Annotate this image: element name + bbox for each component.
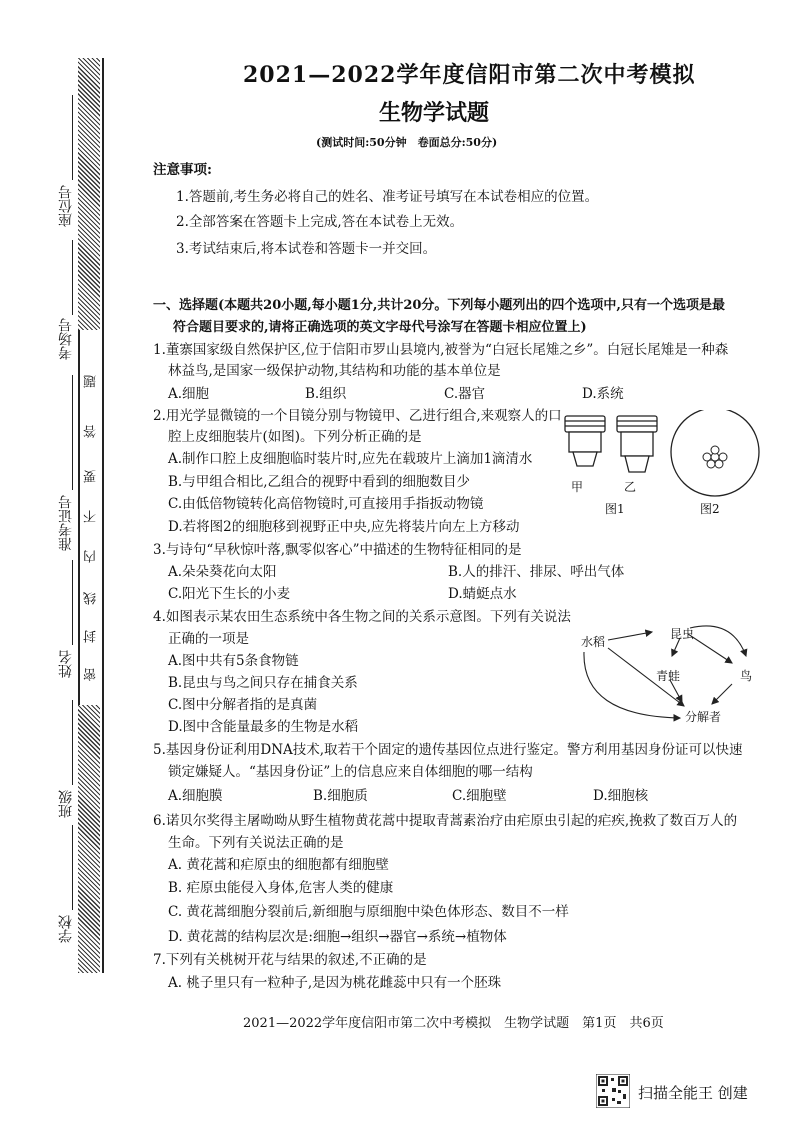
question-2-stem: 2.用光学显微镜的一个目镜分别与物镜甲、乙进行组合,来观察人的口 bbox=[153, 408, 562, 424]
name-label: 姓名 bbox=[58, 650, 74, 678]
seal-char: 线 bbox=[84, 592, 99, 605]
field-of-view-icon bbox=[671, 410, 759, 496]
question-1-option-a: A.细胞 bbox=[168, 386, 210, 402]
question-6-option-a: A. 黄花蒿和疟原虫的细胞都有细胞壁 bbox=[168, 857, 389, 873]
arrow-rice-insect bbox=[608, 632, 652, 640]
subject-title: 生物学试题 bbox=[379, 100, 490, 126]
question-6-option-b: B. 疟原虫能侵入身体,危害人类的健康 bbox=[168, 880, 394, 896]
seal-text bbox=[78, 330, 100, 705]
food-web-insect: 昆虫 bbox=[670, 627, 695, 641]
question-6-stem-cont: 生命。下列有关说法正确的是 bbox=[168, 835, 344, 851]
question-5-option-d: D.细胞核 bbox=[593, 788, 649, 804]
question-1-stem-cont: 林益鸟,是国家一级保护动物,其结构和功能的基本单位是 bbox=[168, 363, 501, 379]
question-4-option-b: B.昆虫与鸟之间只存在捕食关系 bbox=[168, 675, 358, 691]
hatched-band-top bbox=[78, 58, 100, 330]
question-2-option-d: D.若将图2的细胞移到视野正中央,应先将装片向左上方移动 bbox=[168, 519, 520, 535]
food-web-frog: 青蛙 bbox=[656, 669, 681, 683]
question-6-option-c: C. 黄花蒿细胞分裂前后,新细胞与原细胞中染色体形态、数目不一样 bbox=[168, 904, 569, 920]
exam-room-label: 考场号 bbox=[58, 318, 74, 360]
note-item: 1.答题前,考生务必将自己的姓名、准考证号填写在本试卷相应的位置。 bbox=[176, 189, 599, 205]
question-4-stem-cont: 正确的一项是 bbox=[168, 631, 249, 647]
qr-code-icon bbox=[596, 1074, 630, 1108]
food-web-decomposer: 分解者 bbox=[685, 710, 722, 724]
seal-char: 要 bbox=[84, 470, 99, 483]
seal-char: 内 bbox=[84, 550, 99, 563]
question-5-stem-cont: 锁定嫌疑人。“基因身份证”上的信息应来自体细胞的哪一结构 bbox=[168, 764, 533, 780]
question-3-option-b: B.人的排汗、排尿、呼出气体 bbox=[448, 564, 625, 580]
school-label: 学校 bbox=[58, 915, 74, 943]
note-item: 2.全部答案在答题卡上完成,答在本试卷上无效。 bbox=[176, 214, 464, 230]
microscope-figure bbox=[555, 410, 770, 520]
question-1-stem: 1.董寨国家级自然保护区,位于信阳市罗山县境内,被誉为“白冠长尾雉之乡”。白冠长尾雉是一种森 bbox=[153, 342, 729, 358]
question-3-option-a: A.朵朵葵花向太阳 bbox=[168, 564, 277, 580]
question-7-option-a: A. 桃子里只有一粒种子,是因为桃花雌蕊中只有一个胚珠 bbox=[168, 975, 502, 991]
objective-yi-icon bbox=[617, 416, 657, 472]
question-2-stem-cont: 腔上皮细胞装片(如图)。下列分析正确的是 bbox=[168, 429, 422, 445]
class-line bbox=[72, 700, 73, 785]
hatched-band-bottom bbox=[78, 705, 100, 973]
exam-room-line bbox=[72, 240, 73, 315]
seal-char: 答 bbox=[84, 425, 99, 438]
question-2-option-b: B.与甲组合相比,乙组合的视野中看到的细胞数目少 bbox=[168, 474, 471, 490]
question-6-stem: 6.诺贝尔奖得主屠呦呦从野生植物黄花蒿中提取青蒿素治疗由疟原虫引起的疟疾,挽救了数百万人的 bbox=[153, 813, 738, 829]
question-4-option-d: D.图中含能量最多的生物是水稻 bbox=[168, 719, 359, 735]
notes-heading: 注意事项: bbox=[153, 162, 212, 178]
seat-number-line bbox=[72, 95, 73, 180]
figure-label-fig1: 图1 bbox=[605, 502, 625, 516]
school-line bbox=[72, 825, 73, 910]
question-4-stem: 4.如图表示某农田生态系统中各生物之间的关系示意图。下列有关说法 bbox=[153, 609, 571, 625]
seal-char: 密 bbox=[84, 668, 99, 681]
question-5-stem: 5.基因身份证利用DNA技术,取若干个固定的遗传基因位点进行鉴定。警方利用基因身份证可以快速 bbox=[153, 742, 743, 758]
arrow-bird-decomposer bbox=[712, 684, 732, 704]
admission-number-line bbox=[72, 375, 73, 490]
section-instructions-cont: 符合题目要求的,请将正确选项的英文字母代号涂写在答题卡相应位置上) bbox=[173, 320, 587, 335]
exam-info: (测试时间:50分钟 卷面总分:50分) bbox=[316, 136, 498, 149]
question-1-option-d: D.系统 bbox=[582, 386, 624, 402]
question-5-option-b: B.细胞质 bbox=[313, 788, 368, 804]
figure-label-yi: 乙 bbox=[624, 480, 637, 494]
objective-jia-icon bbox=[565, 416, 605, 466]
page-footer: 2021—2022学年度信阳市第二次中考模拟 生物学试题 第1页 共6页 bbox=[243, 1016, 664, 1031]
admission-number-label: 准考证号 bbox=[58, 495, 74, 551]
note-item: 3.考试结束后,将本试卷和答题卡一并交回。 bbox=[176, 241, 437, 257]
question-3-option-c: C.阳光下生长的小麦 bbox=[168, 586, 291, 602]
arrow-rice-decomposer-curve bbox=[584, 652, 680, 718]
question-2-option-c: C.由低倍物镜转化高倍物镜时,可直接用手指扳动物镜 bbox=[168, 496, 484, 512]
exam-title: 2021—2022学年度信阳市第二次中考模拟 bbox=[243, 62, 696, 88]
figure-label-jia: 甲 bbox=[571, 480, 584, 494]
question-3-option-d: D.蜻蜓点水 bbox=[448, 586, 517, 602]
question-5-option-c: C.细胞壁 bbox=[452, 788, 507, 804]
question-4-option-a: A.图中共有5条食物链 bbox=[168, 653, 299, 669]
question-5-option-a: A.细胞膜 bbox=[168, 788, 223, 804]
name-line bbox=[72, 560, 73, 645]
question-1-option-b: B.组织 bbox=[305, 386, 347, 402]
scanner-watermark: 扫描全能王 创建 bbox=[638, 1084, 748, 1102]
seat-number-label: 座位号 bbox=[58, 185, 74, 227]
seal-char: 封 bbox=[84, 630, 99, 643]
arrow-insect-bird bbox=[688, 634, 732, 663]
section-instructions: 一、选择题(本题共20小题,每小题1分,共计20分。下列每小题列出的四个选项中,只有一个选项是最 bbox=[153, 298, 725, 313]
question-1-option-c: C.器官 bbox=[444, 386, 486, 402]
seal-char: 题 bbox=[84, 375, 99, 388]
figure-label-fig2: 图2 bbox=[700, 502, 720, 516]
seal-char: 不 bbox=[84, 510, 99, 523]
question-2-option-a: A.制作口腔上皮细胞临时装片时,应先在载玻片上滴加1滴清水 bbox=[168, 451, 533, 467]
class-label: 班级 bbox=[58, 790, 74, 818]
question-7-stem: 7.下列有关桃树开花与结果的叙述,不正确的是 bbox=[153, 952, 427, 968]
question-4-option-c: C.图中分解者指的是真菌 bbox=[168, 697, 318, 713]
question-3-stem: 3.与诗句“早秋惊叶落,飘零似客心”中描述的生物特征相同的是 bbox=[153, 542, 522, 558]
food-web-rice: 水稻 bbox=[581, 635, 606, 649]
food-web-bird: 鸟 bbox=[740, 669, 753, 683]
question-6-option-d: D. 黄花蒿的结构层次是:细胞→组织→器官→系统→植物体 bbox=[168, 929, 507, 945]
